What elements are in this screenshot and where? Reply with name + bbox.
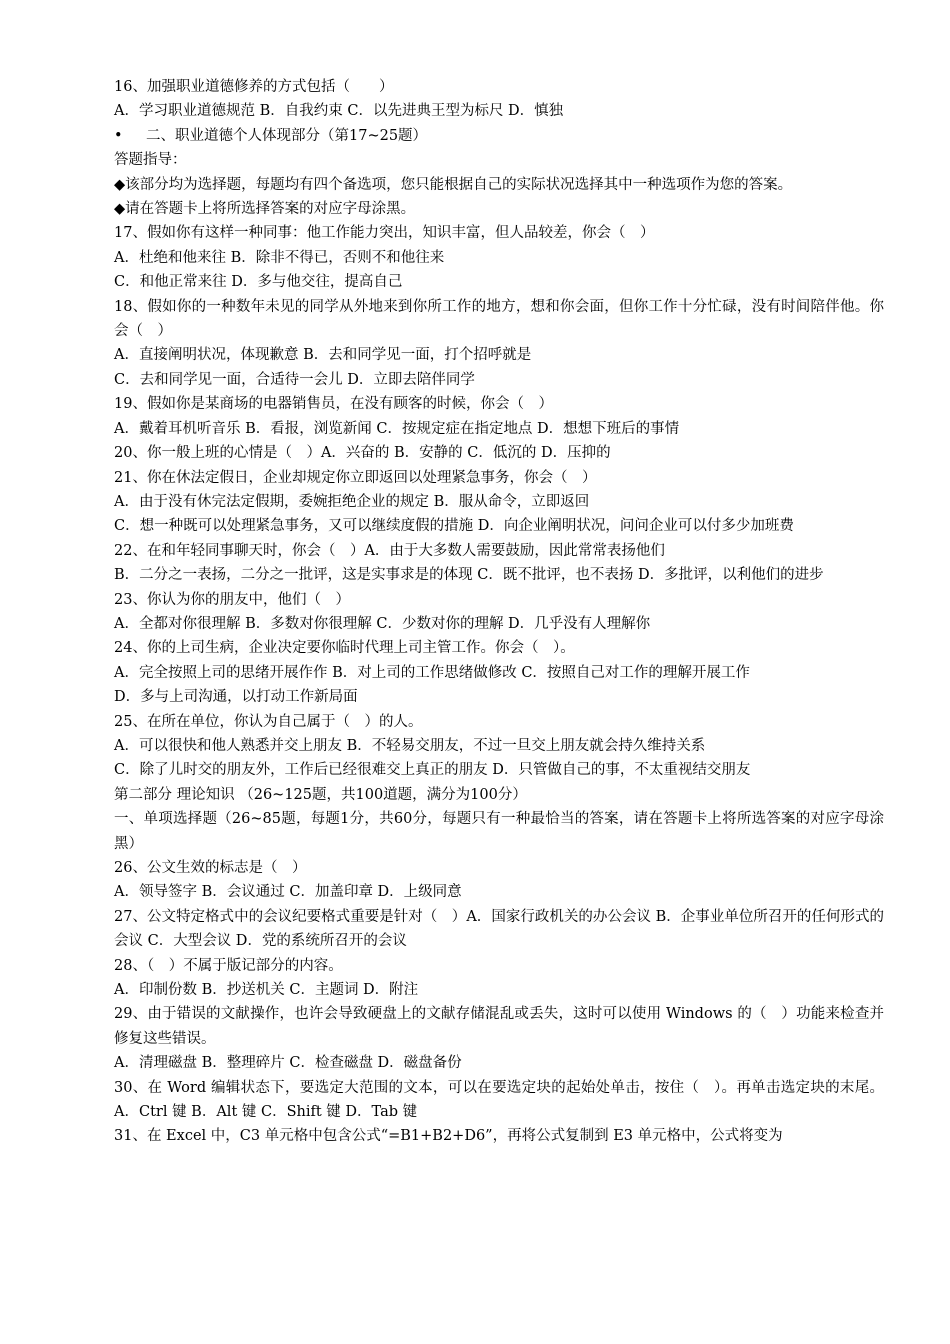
question-22: 22、在和年轻同事聊天时，你会（ ）A．由于大多数人需要鼓励，因此常常表扬他们: [114, 542, 665, 559]
question-30: 30、在 Word 编辑状态下，要选定大范围的文本，可以在要选定块的起始处单击，按住（ ）。再单击选定块的末尾。 A．Ctrl 键 B．Alt 键 C．Shift 键 D．Tab 键: [114, 1079, 884, 1121]
instruction-2: ◆请在答题卡上将所选择答案的对应字母涂黑。: [114, 201, 416, 218]
part-two-heading: 第二部分 理论知识 （26~125题，共100道题，满分为100分）: [114, 786, 527, 803]
section-heading-2: [114, 124, 884, 148]
options-17-ab: A．杜绝和他来往 B．除非不得已，否则不和他往来: [114, 249, 445, 266]
options-23: A．全都对你很理解 B．多数对你很理解 C．少数对你的理解 D．几乎没有人理解你: [114, 615, 651, 632]
question-23: 23、你认为你的朋友中，他们（ ）: [114, 591, 350, 608]
options-28: A．印制份数 B．抄送机关 C．主题词 D．附注: [114, 982, 419, 999]
question-19: 19、假如你是某商场的电器销售员，在没有顾客的时候，你会（ ）: [114, 396, 553, 413]
section-heading-text: 二、职业道德个人体现部分（第17~25题）: [146, 127, 428, 144]
options-24-abc: A．完全按照上司的思绪开展作作 B．对上司的工作思绪做修改 C．按照自己对工作的理解开展工作: [114, 664, 750, 681]
question-28: 28、（ ）不属于版记部分的内容。: [114, 957, 343, 974]
document-page: [114, 75, 884, 1149]
options-18-ab: A．直接阐明状况，体现歉意 B．去和同学见一面，打个招呼就是: [114, 347, 532, 364]
options-16: A．学习职业道德规范 B．自我约束 C．以先进典王型为标尺 D．慎独: [114, 103, 564, 120]
options-22: B．二分之一表扬，二分之一批评，这是实事求是的体现 C．既不批评，也不表扬 D．多批评，以利他们的进步: [114, 567, 824, 584]
question-31: 31、在 Excel 中，C3 单元格中包含公式“=B1+B2+D6”，再将公式复制到 E3 单元格中，公式将变为: [114, 1128, 783, 1145]
options-18-cd: C．去和同学见一面，合适待一会儿 D．立即去陪伴同学: [114, 371, 475, 388]
question-18: 18、假如你的一种数年未见的同学从外地来到你所工作的地方，想和你会面，但你工作十分忙碌，没有时间陪伴他。你会（ ）: [114, 298, 884, 340]
question-16: 16、加强职业道德修养的方式包括（ ）: [114, 79, 394, 95]
question-25: 25、在所在单位，你认为自己属于（ ）的人。: [114, 713, 423, 730]
single-choice-heading: 一、单项选择题（26~85题，每题1分，共60分，每题只有一种最恰当的答案，请在答题卡上将所选答案的对应字母涂黑）: [114, 811, 884, 852]
options-26: A．领导签字 B．会议通过 C．加盖印章 D．上级同意: [114, 884, 462, 901]
bullet-icon: •: [114, 127, 123, 144]
options-24-d: D．多与上司沟通，以打动工作新局面: [114, 689, 358, 706]
instructions-label: 答题指导：: [114, 152, 187, 169]
instruction-1: ◆该部分均为选择题，每题均有四个备选项，您只能根据自己的实际状况选择其中一种选项作为您的答案。: [114, 176, 793, 193]
question-26: 26、公文生效的标志是（ ）: [114, 860, 307, 876]
options-29: A．清理磁盘 B．整理碎片 C．检查磁盘 D．磁盘备份: [114, 1055, 462, 1072]
options-25-cd: C．除了儿时交的朋友外，工作后已经很难交上真正的朋友 D．只管做自己的事，不太重视结交朋友: [114, 762, 751, 779]
question-21: 21、你在休法定假日，企业却规定你立即返回以处理紧急事务，你会（ ）: [114, 469, 597, 486]
options-21-cd: C．想一种既可以处理紧急事务，又可以继续度假的措施 D．向企业阐明状况，问问企业可以付多少加班费: [114, 518, 794, 535]
options-21-ab: A．由于没有休完法定假期，委婉拒绝企业的规定 B．服从命令，立即返回: [114, 493, 590, 510]
options-17-cd: C．和他正常来往 D．多与他交往，提高自己: [114, 274, 403, 291]
options-25-ab: A．可以很快和他人熟悉并交上朋友 B．不轻易交朋友，不过一旦交上朋友就会持久维持关系: [114, 737, 706, 754]
options-19: A．戴着耳机听音乐 B．看报，浏览新闻 C．按规定症在指定地点 D．想想下班后的事情: [114, 420, 680, 437]
question-17: 17、假如你有这样一种同事：他工作能力突出，知识丰富，但人品较差，你会（ ）: [114, 225, 655, 242]
question-24: 24、你的上司生病，企业决定要你临时代理上司主管工作。你会（ ）。: [114, 640, 575, 657]
question-27: 27、公文特定格式中的会议纪要格式重要是针对（ ）A．国家行政机关的办公会议 B．企事业单位所召开的任何形式的会议 C．大型会议 D．党的系统所召开的会议: [114, 908, 884, 950]
question-20: 20、你一般上班的心情是（ ）A．兴奋的 B．安静的 C．低沉的 D．压抑的: [114, 445, 611, 462]
question-29: 29、由于错误的文献操作，也许会导致硬盘上的文献存储混乱或丢失，这时可以使用 Windows 的（ ）功能来检查并修复这些错误。: [114, 1006, 884, 1047]
